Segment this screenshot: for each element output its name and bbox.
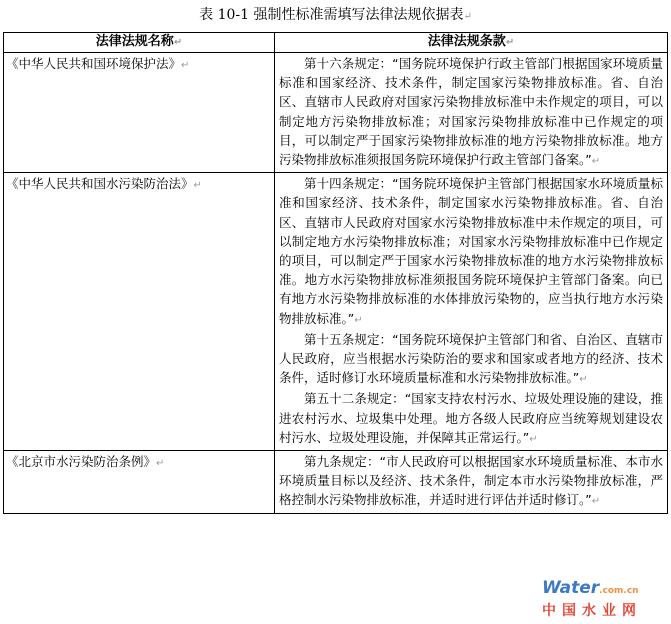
law-clauses-cell <box>275 173 668 451</box>
clause-text: 第五十二条规定：“国家支持农村污水、垃圾处理设施的建设，推进农村污水、垃圾集中处理。地方各级人民政府应当统筹规划建设农村污水、垃圾处理设施，并保障其正常运行。” <box>279 391 663 445</box>
paragraph-mark-icon: ↵ <box>463 11 472 22</box>
law-name: 《北京市水污染防治条例》 <box>6 454 157 470</box>
law-name-cell <box>4 53 275 173</box>
paragraph-mark-icon: ↵ <box>193 180 202 192</box>
law-name-cell <box>4 173 275 451</box>
law-basis-table <box>3 32 668 514</box>
law-clauses-cell <box>275 53 668 173</box>
table-caption-text: 表 10-1 强制性标准需填写法律法规依据表 <box>199 7 464 23</box>
law-name-cell <box>4 451 275 514</box>
table-row <box>4 53 668 173</box>
paragraph-mark-icon: ↵ <box>156 458 165 470</box>
paragraph-mark-icon: ↵ <box>529 433 538 445</box>
watermark-site-name: 中国水业网 <box>542 603 642 619</box>
clause-text: 第十六条规定：“国务院环境保护行政主管部门根据国家环境质量标准和国家经济、技术条件，制定国家污染物排放标准。省、自治区、直辖市人民政府对国家污染物排放标准中未作规定的项目，可以制定地方污染物排放标准；对国家污染物排放标准中已作规定的项目，可以制定严于国家污染物排放标准的地方污染物排放标准。地方污染物排放标准须报国务院环境保护行政主管部门备案。” <box>279 56 663 168</box>
table-header-row <box>4 33 668 53</box>
clause-text: 第九条规定：“市人民政府可以根据国家水环境质量标准、本市水环境质量目标以及经济、技术条件，制定本市水污染物排放标准，严格控制水污染物排放标准，并适时进行评估并适时修订。” <box>279 454 663 508</box>
header-law-name-text: 法律法规名称 <box>95 34 174 49</box>
clause-paragraph <box>279 389 663 449</box>
paragraph-mark-icon: ↵ <box>173 37 183 48</box>
clause-paragraph <box>279 174 663 330</box>
paragraph-mark-icon: ↵ <box>505 37 515 48</box>
table-row <box>4 173 668 451</box>
paragraph-mark-icon: ↵ <box>579 374 588 386</box>
paragraph-mark-icon: ↵ <box>591 156 601 168</box>
header-law-name <box>4 33 275 53</box>
law-clauses-cell <box>275 451 668 514</box>
clause-text: 第十五条规定：“国务院环境保护主管部门和省、自治区、直辖市人民政府，应当根据水污染防治的要求和国家或者地方的经济、技术条件，适时修订水环境质量标准和水污染物排放标准。” <box>279 331 663 386</box>
paragraph-mark-icon: ↵ <box>354 314 363 326</box>
table-row <box>4 451 668 514</box>
clause-paragraph <box>279 452 663 512</box>
site-watermark <box>542 578 668 622</box>
watermark-logo <box>542 578 639 598</box>
watermark-logo-text: Water <box>542 578 600 598</box>
clause-text: 第十四条规定：“国务院环境保护主管部门根据国家水环境质量标准和国家经济、技术条件，制定国家水污染物排放标准。省、自治区、直辖市人民政府对国家水污染物排放标准中未作规定的项目，可以制定地方水污染物排放标准；对国家水污染物排放标准中已作规定的项目，可以制定严于国家水污染物排放标准的地方水污染物排放标准。地方水污染物排放标准须报国务院环境保护主管部门备案。向已有地方水污染物排放标准的水体排放污染物的，应当执行地方水污染物排放标准。” <box>279 176 663 326</box>
paragraph-mark-icon: ↵ <box>591 496 601 508</box>
paragraph-mark-icon: ↵ <box>181 60 190 71</box>
law-name: 《中华人民共和国环境保护法》 <box>6 56 182 71</box>
clause-paragraph <box>279 330 663 390</box>
table-caption <box>0 6 671 26</box>
watermark-logo-sub: .com.cn <box>599 586 639 596</box>
header-law-clauses <box>275 33 668 53</box>
header-law-clauses-text: 法律法规条款 <box>427 34 506 49</box>
law-name: 《中华人民共和国水污染防治法》 <box>6 176 194 192</box>
clause-paragraph <box>279 54 663 171</box>
